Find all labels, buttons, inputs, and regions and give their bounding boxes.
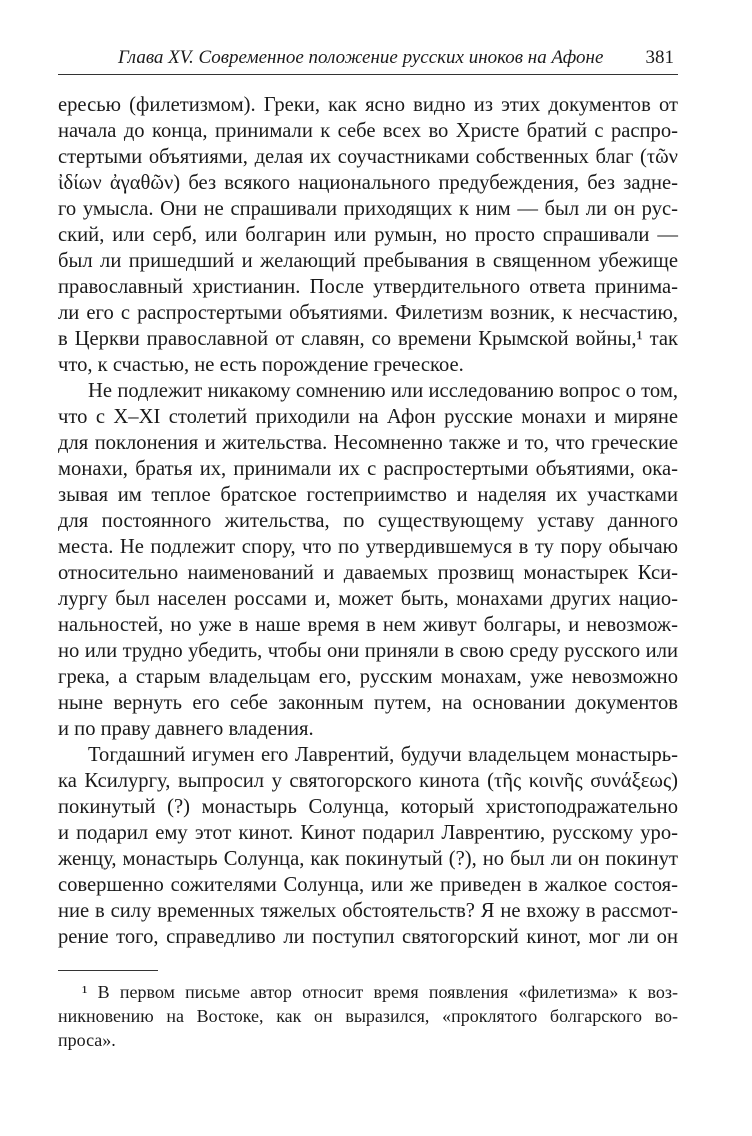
text-line: зывая им теплое братское гостеприимство и наделяя их участками [58,484,678,506]
text-line: православный христианин. После утвердительного ответа принима- [58,276,678,298]
footnote-line: ¹ В первом письме автор относит время появления «филетизма» к воз- [82,982,678,1002]
text-line: нальностей, но уже в наше время в нем живут болгары, и невозмож- [58,614,678,636]
text-line: ка Ксилургу, выпросил у святогорского кинота (τῆς κοινῆς συνάξεως) [58,770,678,792]
text-line: грека, а старым владельцам его, русским монахам, уже невозможно [58,666,678,688]
text-line: что с X–XI столетий приходили на Афон русские монахи и миряне [58,406,678,428]
text-line: покинутый (?) монастырь Солунца, который христоподражательно [58,796,678,818]
running-header [58,44,678,75]
text-line: Тогдашний игумен его Лаврентий, будучи владельцем монастырь- [88,744,678,766]
text-line: места. Не подлежит спору, что по утвердившемуся в ту пору обычаю [58,536,678,558]
text-line: ли его с распростертыми объятиями. Филетизм возник, к несчастию, [58,302,678,324]
footnote-line: никновению на Востоке, как он выразился, «проклятого болгарского во- [58,1006,678,1026]
footnote-line: проса». [58,1030,116,1050]
text-line: ние в силу временных тяжелых обстоятельств? Я не вхожу в рассмот- [58,900,678,922]
text-line: и подарил ему этот кинот. Кинот подарил Лаврентию, русскому уро- [58,822,678,844]
text-line: ныне вернуть его себе законным путем, на основании документов [58,692,678,714]
text-line: ский, или серб, или болгарин или румын, но просто спрашивали — [58,224,678,246]
text-line: начала до конца, принимали к себе всех во Христе братий с распро- [58,120,678,142]
text-line: что, к счастью, не есть порождение греческое. [58,354,464,376]
text-line: относительно наименований и даваемых прозвищ монастырек Кси- [58,562,678,584]
text-line: монахи, братья их, принимали их с распростертыми объятиями, ока- [58,458,678,480]
text-line: стертыми объятиями, делая их соучастниками собственных благ (τῶν [58,146,678,168]
text-line: для поклонения и жительства. Несомненно также и то, что греческие [58,432,678,454]
text-line: был ли пришедший и желающий пребывания в священном убежище [58,250,678,272]
text-line: но или трудно убедить, чтобы они приняли в свою среду русского или [58,640,678,662]
text-line: Не подлежит никакому сомнению или исследованию вопрос о том, [88,380,678,402]
text-line: женцу, монастырь Солунца, как покинутый (?), но был ли он покинут [58,848,678,870]
running-title: Глава XV. Современное положение русских иноков на Афоне [118,47,604,68]
footnote-divider [58,970,158,971]
text-line: ересью (филетизмом). Греки, как ясно видно из этих документов от [58,94,678,116]
text-line: рение того, справедливо ли поступил святогорский кинот, мог ли он [58,926,678,948]
text-line: го умысла. Они не спрашивали приходящих к ним — был ли он рус- [58,198,678,220]
text-line: в Церкви православной от славян, со времени Крымской войны,¹ так [58,328,678,350]
text-line: ἰδίων ἀγαθῶν) без всякого национального предубеждения, без задне- [58,172,678,194]
text-line: лургу был населен россами и, может быть, монахами других нацио- [58,588,678,610]
page-number: 381 [645,47,674,68]
text-line: для постоянного жительства, по существующему уставу данного [58,510,678,532]
text-line: совершенно сожителями Солунца, или же приведен в жалкое состоя- [58,874,678,896]
text-line: и по праву давнего владения. [58,718,314,740]
